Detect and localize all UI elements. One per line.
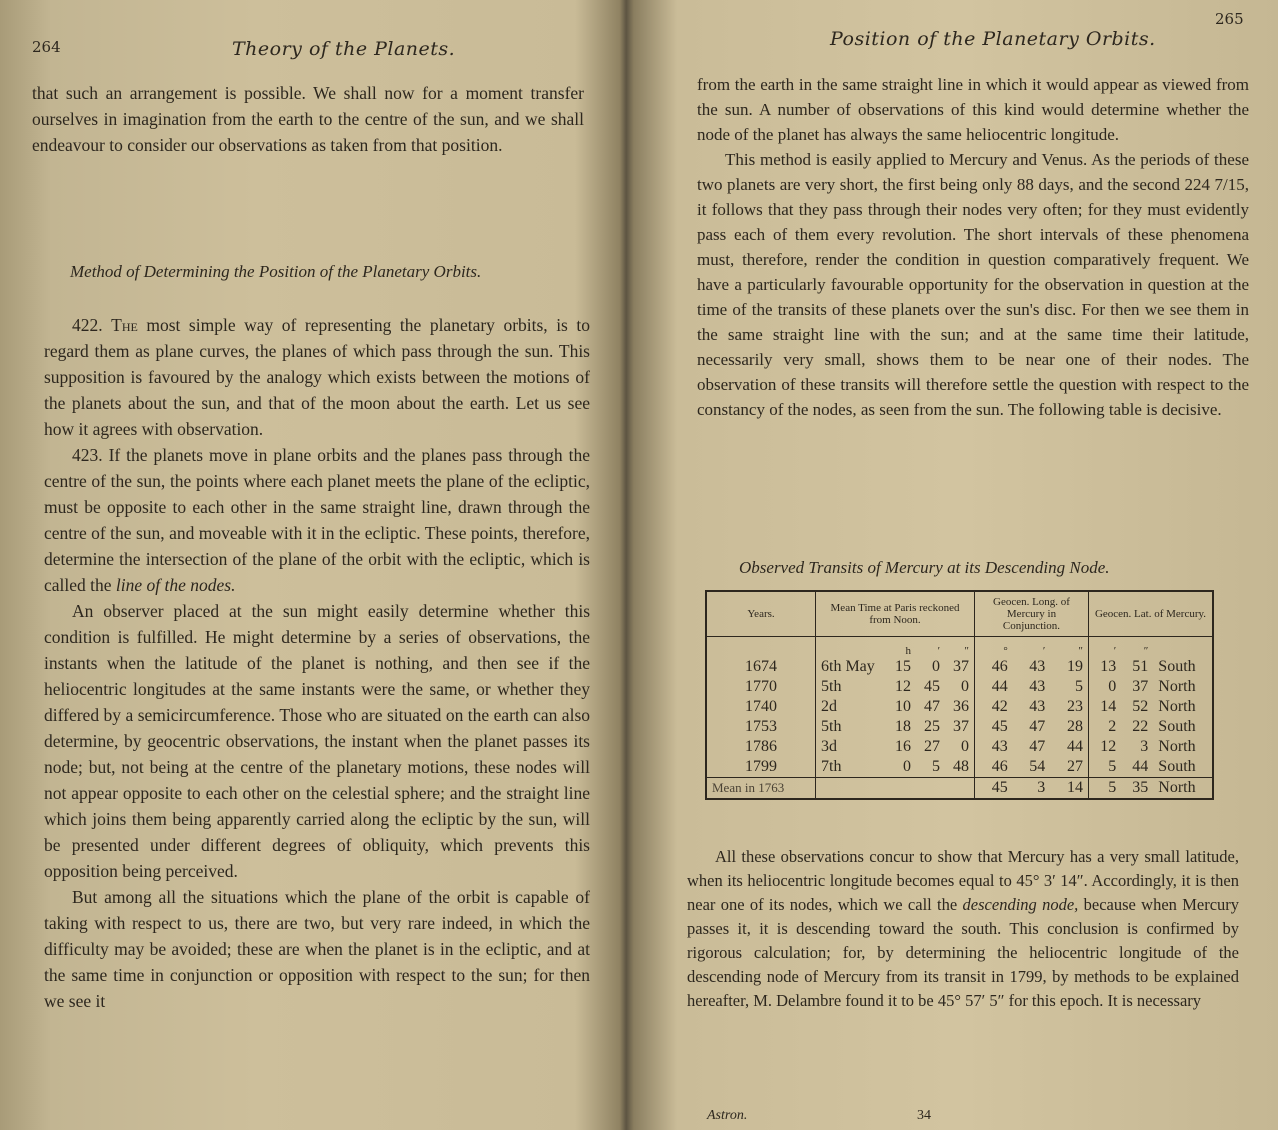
cell-day: 6th May [821,658,875,675]
cell-hours: 18 [895,718,912,735]
cell-long-seconds: 5 [1050,677,1088,697]
table-row [706,757,1213,778]
table-row [706,677,1213,697]
cell-direction: North [1158,678,1196,695]
cell-lat-seconds: 51 [1132,658,1149,675]
cell-day: 3d [821,738,837,755]
cell-direction: South [1158,658,1196,675]
cell-hours: 15 [895,658,912,675]
cell-long-seconds: 19 [1050,657,1088,677]
cell-lat-minutes: 14 [1100,698,1117,715]
cell-long-seconds: 28 [1050,717,1088,737]
cell-degrees: 42 [991,698,1008,715]
cell-minutes: 0 [931,658,940,675]
cell-day: 5th [821,678,842,695]
paragraph-method: This method is easily applied to Mercury and Venus. As the periods of these two planets are very short, the first being only 88 days, and the second 224 7/15, it follows that they pass through their nodes very often; for they must evidently pass each of them every revolution. The short intervals of these phenomena must, therefore, render the condition in question comparatively frequent. We have a particularly favourable opportunity for the observation in question at the time of the transits of these planets over the sun's disc. For then we see them in the same straight line with the sun; and at the same time their latitude, necessarily very small, shows them to be near one of their nodes. The observation of these transits will therefore settle the question with respect to the constancy of the nodes, as seen from the sun. The following table is decisive. [697,150,1249,419]
unit-hours: h [905,645,912,657]
cell-seconds: 0 [945,677,975,697]
cell-year: 1740 [706,697,816,717]
cell-degrees: 44 [991,678,1008,695]
cell-seconds: 48 [945,757,975,778]
mean-direction: North [1153,778,1213,800]
signature-mark: Astron. [707,1108,748,1123]
mean-row [706,778,1213,800]
cell-hours: 16 [895,738,912,755]
unit-lat-seconds: ″ [1143,645,1149,657]
mean-degrees: 45 [975,778,1013,800]
cell-long-seconds: 27 [1050,757,1088,778]
right-page [635,0,1278,1130]
cell-lat-seconds: 44 [1132,758,1149,775]
unit-blank [706,637,816,658]
cell-seconds: 37 [945,657,975,677]
cell-lat-seconds: 3 [1140,738,1149,755]
header-geocentric-latitude: Geocen. Lat. of Mercury. [1089,591,1214,637]
transits-table [705,590,1214,800]
cell-degrees: 46 [991,758,1008,775]
cell-lat-minutes: 12 [1100,738,1117,755]
units-row [706,637,1213,658]
paragraph-423-text: 423. If the planets move in plane orbits and the planes pass through the centre of the sun, the points where each planet meets the plane of the ecliptic, must be opposite to each other in the same straight line, drawn through the centre of the sun, and moveable with it in the ecliptic. These points, therefore, determine the intersection of the plane of the orbit with the ecliptic, which is called the [44,445,590,595]
cell-day: 2d [821,698,837,715]
cell-lat-minutes: 5 [1108,758,1117,775]
cell-year: 1770 [706,677,816,697]
cell-minutes: 5 [931,758,940,775]
cell-long-minutes: 43 [1029,698,1046,715]
paragraph-observer: An observer placed at the sun might easily determine whether this condition is fulfilled. He might determine by a series of observations, the instants when the latitude of the planet is nothing, and then see if the heliocentric longitudes at the same instants were the same, or whether they differed by a semicircumference. Those who are situated on the earth can also determine, by geocentric observations, the instant when the planet passes its node; but, not being at the centre of the planetary motions, these nodes will not appear opposite to each other on the celestial sphere; and the straight line which joins them being apparently carried along the ecliptic by the sun, will be presented under different degrees of obliquity, which prevents this opposition being perceived. [44,601,590,881]
paragraph-but: But among all the situations which the plane of the orbit is capable of taking with respect to us, there are two, but very rare indeed, in which the difficulty may be avoided; these are when the planet is in the ecliptic, and at the same time in conjunction or opposition with respect to the sun; for then we see it [44,887,590,1011]
table-header-row [706,591,1213,637]
cell-long-minutes: 47 [1029,718,1046,735]
mean-time-blank [816,778,975,800]
cell-year: 1753 [706,717,816,737]
descending-node-term: descending node, [962,895,1079,914]
signature-number: 34 [917,1108,931,1123]
transits-table-wrap [705,590,1214,800]
cell-long-minutes: 47 [1029,738,1046,755]
paragraph-all-text: All these observations concur to show that Mercury has a very small latitude, when its heliocentric longitude becomes equal to 45° 3′ 14″. Accordingly, it is then near one of its nodes, which we call the [687,847,1239,914]
mean-label: Mean in 1763 [706,778,816,800]
cell-lat-minutes: 13 [1100,658,1117,675]
cell-hours: 10 [895,698,912,715]
cell-year: 1674 [706,657,816,677]
unit-minutes: ′ [937,645,940,657]
cell-long-minutes: 43 [1029,658,1046,675]
cell-year: 1786 [706,737,816,757]
cell-seconds: 0 [945,737,975,757]
cell-degrees: 45 [991,718,1008,735]
left-body [44,312,590,1014]
table-row [706,657,1213,677]
unit-day-blank [816,637,888,658]
unit-long-minutes: ′ [1042,645,1046,657]
right-page-number: 265 [1215,10,1244,28]
cell-direction: South [1158,718,1196,735]
table-row [706,697,1213,717]
cell-long-minutes: 43 [1029,678,1046,695]
cell-long-seconds: 23 [1050,697,1088,717]
cell-lat-seconds: 22 [1132,718,1149,735]
mean-long-minutes: 3 [1013,778,1051,800]
cell-minutes: 27 [923,738,940,755]
left-page-number: 264 [32,38,61,56]
header-geocentric-longitude: Geocen. Long. of Mercury in Conjunction. [975,591,1089,637]
cell-lat-seconds: 52 [1132,698,1149,715]
header-years: Years. [706,591,816,637]
cell-year: 1799 [706,757,816,778]
cell-lat-minutes: 0 [1108,678,1117,695]
cell-long-seconds: 44 [1050,737,1088,757]
right-intro: from the earth in the same straight line in which it would appear as viewed from the sun. A number of observations of this kind would determine whether the node of the planet has always the same heliocentric longitude. [697,75,1249,144]
cell-hours: 0 [903,758,912,775]
unit-degrees: ° [1003,645,1008,657]
section-heading: Method of Determining the Position of the Planetary Orbits. [70,262,482,281]
mean-long-seconds: 14 [1050,778,1088,800]
cell-minutes: 45 [923,678,940,695]
left-page [0,0,620,1130]
table-caption: Observed Transits of Mercury at its Descending Node. [739,558,1110,577]
right-body [697,72,1249,422]
paragraph-422-number: 422. [72,315,103,335]
cell-minutes: 25 [923,718,940,735]
paragraph-all-rest: because when Mercury passes it, it is descending toward the south. This conclusion is confirmed by rigorous calculation; for, by determining the heliocentric longitude of the descending node of Mercury from its transit in 1799, by methods to be explained hereafter, M. Delambre found it to be 45° 57′ 5″ for this epoch. It is necessary [687,895,1240,1010]
unit-long-seconds: ″ [1050,637,1088,658]
cell-seconds: 36 [945,697,975,717]
left-intro [32,80,584,158]
paragraph-all-observations [687,845,1239,1013]
cell-long-minutes: 54 [1029,758,1046,775]
mean-lat-seconds: 35 [1121,778,1153,800]
line-of-nodes-term: line of the nodes. [115,575,236,595]
unit-dir-blank [1153,637,1213,658]
cell-direction: North [1158,698,1196,715]
left-running-head: Theory of the Planets. [232,38,456,60]
table-row [706,717,1213,737]
paragraph-422 [44,312,590,442]
cell-lat-seconds: 37 [1132,678,1149,695]
cell-degrees: 43 [991,738,1008,755]
right-running-head: Position of the Planetary Orbits. [830,28,1156,50]
unit-seconds: ″ [945,637,975,658]
unit-lat-minutes: ′ [1113,645,1117,657]
cell-day: 5th [821,718,842,735]
cell-lat-minutes: 2 [1108,718,1117,735]
cell-degrees: 46 [991,658,1008,675]
cell-direction: North [1158,738,1196,755]
cell-direction: South [1158,758,1196,775]
cell-day: 7th [821,758,842,775]
table-row [706,737,1213,757]
paragraph-422-text: most simple way of representing the planetary orbits, is to regard them as plane curves, the planes of which pass through the sun. This supposition is favoured by the analogy which exists between the motions of the planets about the sun, and that of the moon about the earth. Let us see how it agrees with observation. [44,315,591,439]
cell-minutes: 47 [923,698,940,715]
cell-seconds: 37 [945,717,975,737]
mean-lat-minutes: 5 [1089,778,1122,800]
right-closing [687,845,1239,1013]
paragraph-422-lead: The [111,315,138,335]
paragraph-423 [44,442,590,598]
left-intro-paragraph: that such an arrangement is possible. We shall now for a moment transfer ourselves in imagination from the earth to the centre of the sun, and we shall endeavour to consider our observations as taken from that position. [32,83,584,155]
cell-hours: 12 [895,678,912,695]
header-mean-time: Mean Time at Paris reckoned from Noon. [816,591,975,637]
